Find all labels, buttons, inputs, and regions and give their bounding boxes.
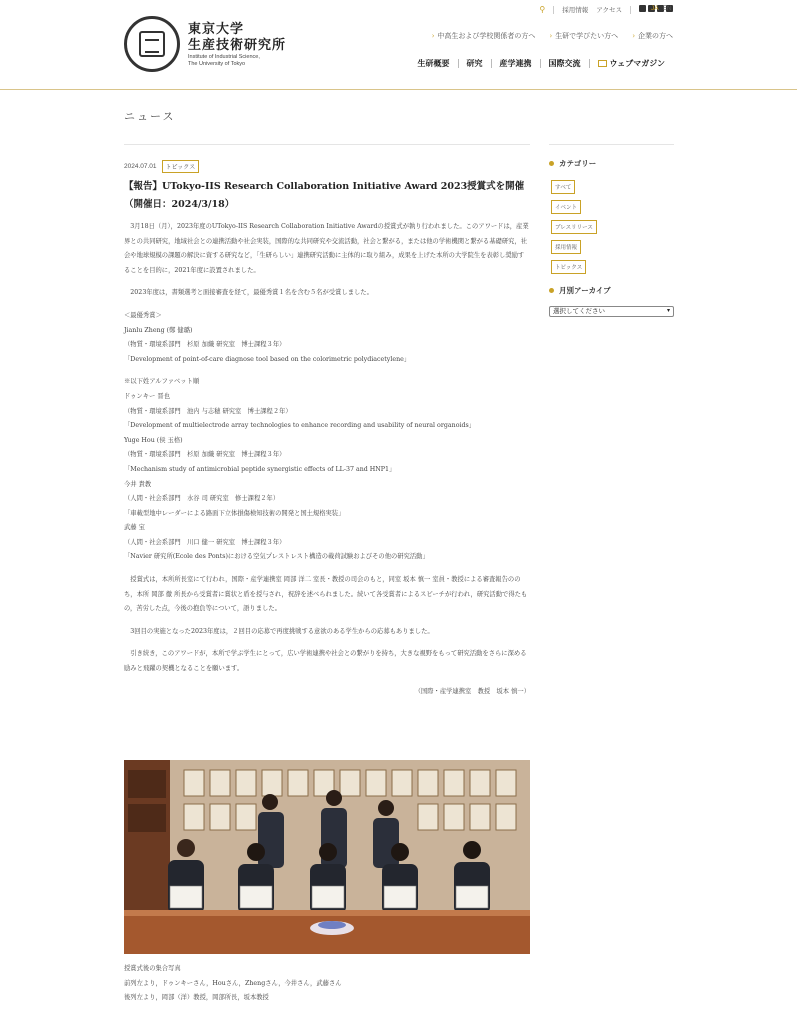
archive-heading-label: 月別アーカイブ <box>559 286 611 295</box>
archive-select-value: 選択してください <box>553 308 605 315</box>
archive-select[interactable] <box>549 306 674 317</box>
bullet-icon <box>549 161 554 166</box>
logo-english-line2: The University of Tokyo <box>188 61 246 67</box>
winner-name: 武藤 宝 <box>124 524 145 532</box>
category-press-release[interactable]: プレスリリース <box>551 220 597 234</box>
winner-affiliation: （物質・環境系部門 池内 与志穂 研究室 博士課程２年） <box>124 407 292 415</box>
nav-item-industry[interactable]: 産学連携 <box>499 58 532 68</box>
book-icon <box>598 60 607 67</box>
logo-title-line2: 生産技術研究所 <box>188 38 287 53</box>
article-paragraph: 引き続き，このアワードが，本所で学ぶ学生にとって，広い学術連携や社会との繋がりを持ち，大きな視野をもって研究活動をさらに深める励みと飛躍の契機となることを願います。 <box>124 650 527 673</box>
winner-topic: 「車載型地中レーダーによる路面下立体損傷検知技術の開発と国土規格実装」 <box>124 509 345 517</box>
winner-topic: 「Development of point-of-care diagnose tool based on the colorimetric polydiacetylene」 <box>124 355 411 363</box>
caption-line: 後列左より，岡部（洋）教授，岡部所長，坂本教授 <box>124 994 269 1002</box>
caption-line: 前列左より，ドゥンキーさん，Houさん，Zhengさん，今井さん，武藤さん <box>124 979 342 987</box>
nav-item-research[interactable]: 研究 <box>466 58 483 68</box>
article-paragraph: 授賞式は，本所所長室にて行われ，国際・産学連携室 岡部 洋二 室長・教授の司会のもと，同室 坂本 慎一 室員・教授による審査報告ののち，本所 岡部 徹 所長から受賞者に賞状と盾を授与され，祝辞を述べられました。続いて各受賞者によるスピーチが行われ，研究活動で得たもの，苦労した点，今後の抱負等について，語りました。 <box>124 576 528 613</box>
category-list <box>551 180 597 274</box>
caption-line: 授賞式後の集合写真 <box>124 965 181 972</box>
lang-ja-link[interactable]: JA <box>651 5 659 12</box>
winner-name: ドゥンキー 晋也 <box>124 392 170 400</box>
winner-affiliation: （物質・環境系部門 杉原 加織 研究室 博士課程３年） <box>124 451 286 459</box>
winner-topic: 「Development of multielectrode array technologies to enhance recording and usability of neural organoids」 <box>124 422 476 430</box>
logo-english-line1: Institute of Industrial Science, <box>188 54 260 60</box>
nav-item-international[interactable]: 国際交流 <box>548 58 581 68</box>
winner-affiliation: （人間・社会系部門 川口 健一 研究室 博士課程３年） <box>124 538 286 546</box>
category-all[interactable]: すべて <box>551 180 575 194</box>
group-photo <box>124 760 530 954</box>
best-award-label: ＜最優秀賞＞ <box>124 311 162 319</box>
audience-link-prospective[interactable]: › 生研で学びたい方へ <box>549 32 619 40</box>
winner-affiliation: （人間・社会系部門 水谷 司 研究室 修士課程２年） <box>124 495 280 503</box>
category-recruit[interactable]: 採用情報 <box>551 240 581 254</box>
article-title: 【報告】UTokyo-IIS Research Collaboration Initiative Award 2023授賞式を開催（開催日：2024/3/18） <box>124 181 525 210</box>
search-icon[interactable]: ⚲ <box>539 5 546 14</box>
audience-link-companies[interactable]: › 企業の方へ <box>632 32 673 40</box>
logo-title-line1: 東京大学 <box>188 22 245 37</box>
winner-name: Yuge Hou (侯 玉格) <box>124 436 183 444</box>
article-tag[interactable]: トピックス <box>162 160 200 173</box>
order-note: ※以下姓アルファベット順 <box>124 378 200 386</box>
article-meta <box>124 160 199 173</box>
category-heading-label: カテゴリー <box>559 159 597 168</box>
site-header <box>0 0 797 90</box>
facebook-icon[interactable] <box>639 5 646 12</box>
category-topics[interactable]: トピックス <box>551 260 586 274</box>
winner-name: Jianlu Zheng (鄭 健璐) <box>124 326 193 334</box>
article-paragraph: 3月18日（月），2023年度のUTokyo-IIS Research Collaboration Initiative Awardの授賞式が執り行われました。このアワードは，産業界との共同研究，地域社会との連携活動や社会実装，国際的な共同研究や交流活動，社会と繋がる，または他の学術機関と繋がる基礎研究，社会や地球規模の課題の解決に資する研究など，「生研らしい」連携研究活動に主体的に取り組み，成果を上げた本所の大学院生を表彰し奨励することを目的に，2021年度に設置されました。 <box>124 223 529 274</box>
bullet-icon <box>549 288 554 293</box>
category-event[interactable]: イベント <box>551 200 581 214</box>
page-title: ニュース <box>124 110 176 123</box>
winner-topic: 「Mechanism study of antimicrobial peptide synergistic effects of LL-37 and HNP1」 <box>124 465 396 473</box>
winner-topic: 「Navier 研究所(Ecole des Ponts)における空気プレストレスト構造の載荷試験およびその他の研究活動」 <box>124 553 429 561</box>
archive-heading <box>549 285 611 296</box>
site-logo[interactable] <box>124 16 294 76</box>
chevron-right-icon: › <box>632 32 635 40</box>
university-seal-icon <box>124 16 180 72</box>
article-body <box>124 220 530 699</box>
winner-name: 今井 貴教 <box>124 480 152 488</box>
category-heading <box>549 158 596 169</box>
chevron-right-icon: › <box>431 32 435 40</box>
divider <box>549 144 674 145</box>
recruit-link[interactable]: 採用情報 <box>562 7 589 14</box>
nav-item-about[interactable]: 生研概要 <box>417 58 450 68</box>
audience-link-students[interactable]: › 中高生および学校関係者の方へ <box>431 32 536 40</box>
access-link[interactable]: アクセス <box>596 7 622 14</box>
article-paragraph: 3回目の実施となった2023年度は，２回目の応募で再度挑戦する意欲のある学生からの応募もありました。 <box>124 627 434 635</box>
article-date: 2024.07.01 <box>124 163 157 170</box>
lang-en-link[interactable]: EN <box>662 5 672 12</box>
chevron-down-icon: ▾ <box>666 308 670 314</box>
chevron-right-icon: › <box>549 32 553 40</box>
photo-caption <box>124 962 342 1006</box>
article-paragraph: 2023年度は，書類選考と面接審査を経て，最優秀賞１名を含む５名が受賞しました。 <box>124 289 373 297</box>
article-signature: （国際・産学連携室 教授 坂本 慎一） <box>414 687 530 695</box>
language-switch <box>651 5 672 12</box>
nav-item-magazine[interactable]: ウェブマガジン <box>590 58 673 69</box>
divider <box>124 144 530 145</box>
winner-affiliation: （物質・環境系部門 杉原 加織 研究室 博士課程３年） <box>124 341 286 349</box>
main-nav <box>410 58 673 69</box>
audience-links <box>432 31 673 41</box>
